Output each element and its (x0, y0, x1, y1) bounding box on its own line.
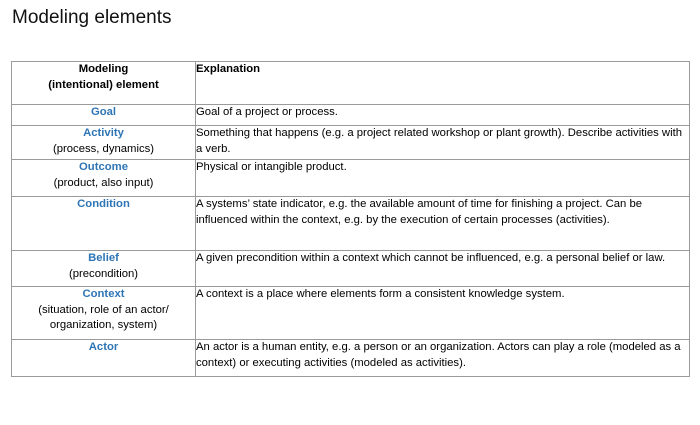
page-title: Modeling elements (12, 7, 172, 28)
element-note: (product, also input) (53, 176, 154, 189)
explanation-cell: Something that happens (e.g. a project related workshop or plant growth). Describe activities with a verb. (196, 126, 690, 160)
element-cell (12, 287, 196, 340)
element-cell (12, 105, 196, 126)
header-explanation-column: Explanation (196, 62, 690, 105)
header-element-line1: Modeling (78, 63, 129, 75)
explanation-cell: An actor is a human entity, e.g. a person or an organization. Actors can play a role (modeled as a context) or executing activities (modeled as activities). (196, 340, 690, 377)
element-cell (12, 160, 196, 197)
explanation-cell: Goal of a project or process. (196, 105, 690, 126)
table-row-actor (12, 340, 690, 377)
element-note: (situation, role of an actor/ organization, system) (38, 303, 169, 332)
explanation-cell: A context is a place where elements form a consistent knowledge system. (196, 287, 690, 340)
table-row-belief (12, 251, 690, 287)
table-row-outcome (12, 160, 690, 197)
element-cell (12, 340, 196, 377)
element-name: Condition (77, 198, 130, 210)
element-cell (12, 197, 196, 251)
element-name: Context (82, 288, 125, 300)
element-name: Outcome (79, 161, 128, 173)
element-note: (precondition) (68, 267, 139, 280)
element-name: Activity (83, 127, 124, 139)
element-name: Belief (88, 252, 119, 264)
table-header-row (12, 62, 690, 105)
table-row-condition (12, 197, 690, 251)
element-cell (12, 126, 196, 160)
explanation-cell: Physical or intangible product. (196, 160, 690, 197)
table-row-activity (12, 126, 690, 160)
element-name: Actor (88, 341, 119, 353)
element-name: Goal (90, 106, 117, 118)
header-element-line2: (intentional) element (48, 78, 159, 91)
header-element-column (12, 62, 196, 105)
explanation-cell: A given precondition within a context which cannot be influenced, e.g. a personal belief or law. (196, 251, 690, 287)
modeling-elements-table (11, 61, 690, 377)
table-row-goal (12, 105, 690, 126)
element-note: (process, dynamics) (52, 142, 155, 155)
element-cell (12, 251, 196, 287)
explanation-cell: A systems’ state indicator, e.g. the available amount of time for finishing a project. Can be influenced within the context, e.g. by the execution of certain processes (activities). (196, 197, 690, 251)
table-row-context (12, 287, 690, 340)
